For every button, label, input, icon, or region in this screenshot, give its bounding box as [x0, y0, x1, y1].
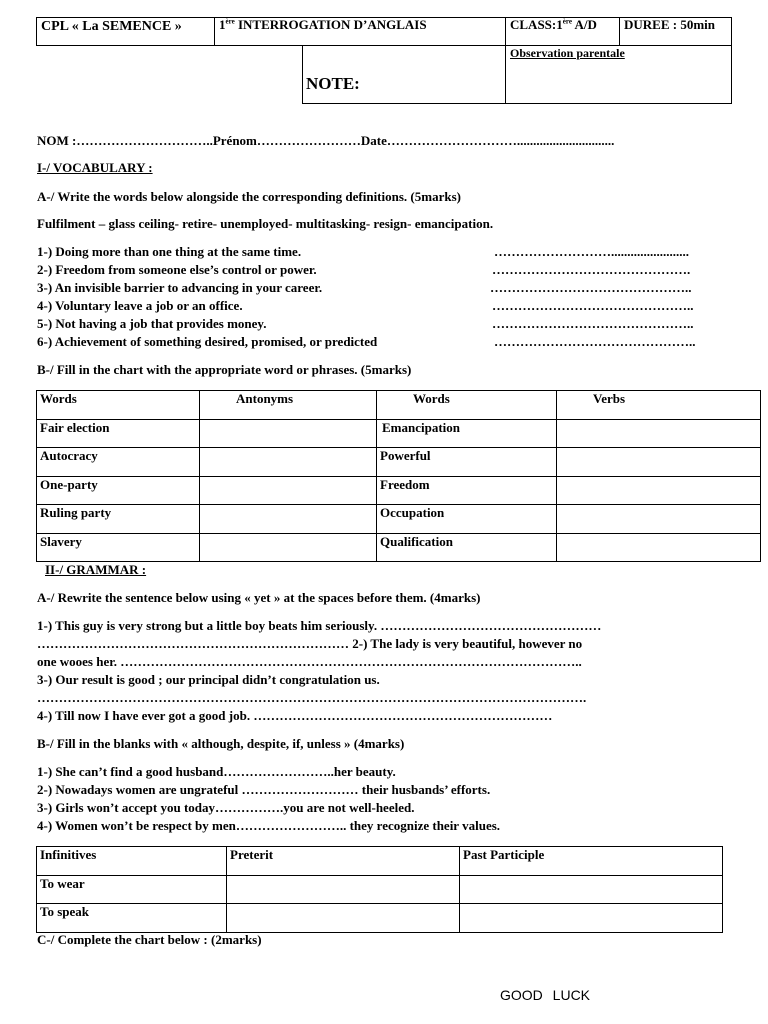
- fill-blank-line[interactable]: 3-) Girls won’t accept you today…………….you are not well-heeled.: [37, 800, 415, 815]
- chart-cell-antonym[interactable]: [200, 534, 377, 562]
- grammar-c-instruction: C-/ Complete the chart below : (2marks): [37, 932, 262, 947]
- definition-text: 1-) Doing more than one thing at the same time.: [37, 244, 302, 259]
- chart-cell-verb[interactable]: [557, 420, 761, 448]
- definition-text: 6-) Achievement of something desired, promised, or predicted: [37, 334, 378, 349]
- chart-cell-antonym[interactable]: [200, 420, 377, 448]
- vocabulary-heading: I-/ VOCABULARY :: [37, 160, 153, 175]
- chart-cell-word-2: Freedom: [377, 477, 557, 505]
- test-title-number: 1: [219, 17, 226, 32]
- verb-past-participle-cell[interactable]: [460, 904, 723, 933]
- rewrite-line[interactable]: 1-) This guy is very strong but a little boy beats him seriously. ……………………………………………: [37, 618, 602, 633]
- verb-chart: [36, 846, 723, 933]
- identity-line[interactable]: NOM :…………………………..Prénom……………………Date…………………………..............................: [37, 133, 615, 148]
- grammar-a-instruction: A-/ Rewrite the sentence below using « yet » at the spaces before them. (4marks): [37, 590, 481, 605]
- grammar-b-instruction: B-/ Fill in the blanks with « although, despite, if, unless » (4marks): [37, 736, 405, 751]
- chart-cell-word-2: Occupation: [377, 505, 557, 534]
- chart-cell-verb[interactable]: [557, 505, 761, 534]
- chart-cell-word: Autocracy: [37, 448, 200, 477]
- chart-cell-word-2: Emancipation: [377, 420, 557, 448]
- rewrite-line: 3-) Our result is good ; our principal didn’t congratulation us.: [37, 672, 380, 687]
- definition-blank[interactable]: ………………………………………..: [492, 316, 694, 331]
- class-sup: ère: [562, 17, 572, 26]
- definition-blank[interactable]: ………………………………………..: [494, 334, 696, 349]
- definition-text: 2-) Freedom from someone else’s control or power.: [37, 262, 317, 277]
- test-title-text: INTERROGATION D’ANGLAIS: [234, 17, 427, 32]
- chart-cell-antonym[interactable]: [200, 477, 377, 505]
- vocab-a-instruction: A-/ Write the words below alongside the corresponding definitions. (5marks): [37, 189, 461, 204]
- definition-text: 4-) Voluntary leave a job or an office.: [37, 298, 243, 313]
- chart-cell-word-2: Qualification: [377, 534, 557, 562]
- chart-header-verbs: Verbs: [557, 391, 761, 420]
- verb-preterit-cell[interactable]: [227, 904, 460, 933]
- chart-cell-verb[interactable]: [557, 448, 761, 477]
- rewrite-line[interactable]: ……………………………………………………………… 2-) The lady is very beautiful, however no: [37, 636, 583, 651]
- class-label: [510, 17, 597, 33]
- grammar-heading: II-/ GRAMMAR :: [45, 562, 147, 577]
- chart-cell-word: Ruling party: [37, 505, 200, 534]
- definition-blank[interactable]: ……………………………………….: [492, 262, 691, 277]
- vocabulary-chart: [36, 390, 761, 562]
- definition-text: 5-) Not having a job that provides money.: [37, 316, 267, 331]
- fill-blank-line[interactable]: 1-) She can’t find a good husband……………………..her beauty.: [37, 764, 396, 779]
- chart-cell-antonym[interactable]: [200, 448, 377, 477]
- vocab-word-list: Fulfilment – glass ceiling- retire- unemployed- multitasking- resign- emancipation.: [37, 216, 494, 231]
- rewrite-line[interactable]: one wooes her. ……………………………………………………………………………………………..: [37, 654, 582, 669]
- fill-blank-line[interactable]: 2-) Nowadays women are ungrateful ……………………… their husbands’ efforts.: [37, 782, 491, 797]
- chart-cell-word-2: Powerful: [377, 448, 557, 477]
- verb-infinitive: To wear: [37, 876, 227, 904]
- test-title-sup: ère: [225, 17, 235, 26]
- class-prefix: CLASS:1: [510, 17, 563, 32]
- verb-header-preterit: Preterit: [227, 847, 460, 876]
- chart-cell-word: One-party: [37, 477, 200, 505]
- observation-label: Observation parentale: [510, 46, 625, 60]
- good-luck-footer: GOOD LUCK: [500, 987, 591, 1003]
- verb-preterit-cell[interactable]: [227, 876, 460, 904]
- class-rest: A/D: [571, 17, 597, 32]
- duration-label: DUREE : 50min: [624, 17, 716, 32]
- definition-text: 3-) An invisible barrier to advancing in your career.: [37, 280, 323, 295]
- chart-cell-word: Fair election: [37, 420, 200, 448]
- verb-infinitive: To speak: [37, 904, 227, 933]
- rewrite-line[interactable]: ……………………………………………………………………………………………………………….: [37, 690, 587, 705]
- verb-header-past-participle: Past Participle: [460, 847, 723, 876]
- vocab-b-instruction: B-/ Fill in the chart with the appropriate word or phrases. (5marks): [37, 362, 412, 377]
- definition-blank[interactable]: ………………………………………..: [490, 280, 692, 295]
- test-title: [219, 17, 427, 33]
- verb-past-participle-cell[interactable]: [460, 876, 723, 904]
- verb-header-infinitives: Infinitives: [37, 847, 227, 876]
- chart-cell-verb[interactable]: [557, 534, 761, 562]
- note-label: NOTE:: [306, 74, 360, 93]
- chart-cell-verb[interactable]: [557, 477, 761, 505]
- rewrite-line[interactable]: 4-) Till now I have ever got a good job. ……………………………………………………………: [37, 708, 553, 723]
- fill-blank-line[interactable]: 4-) Women won’t be respect by men…………………….. they recognize their values.: [37, 818, 501, 833]
- definition-blank[interactable]: ………………………………………..: [492, 298, 694, 313]
- chart-header-words-2: Words: [377, 391, 557, 420]
- chart-header-words: Words: [37, 391, 200, 420]
- chart-cell-antonym[interactable]: [200, 505, 377, 534]
- chart-cell-word: Slavery: [37, 534, 200, 562]
- definition-blank[interactable]: ………………………........................: [494, 244, 689, 259]
- school-name: CPL « La SEMENCE »: [41, 19, 182, 34]
- chart-header-antonyms: Antonyms: [200, 391, 377, 420]
